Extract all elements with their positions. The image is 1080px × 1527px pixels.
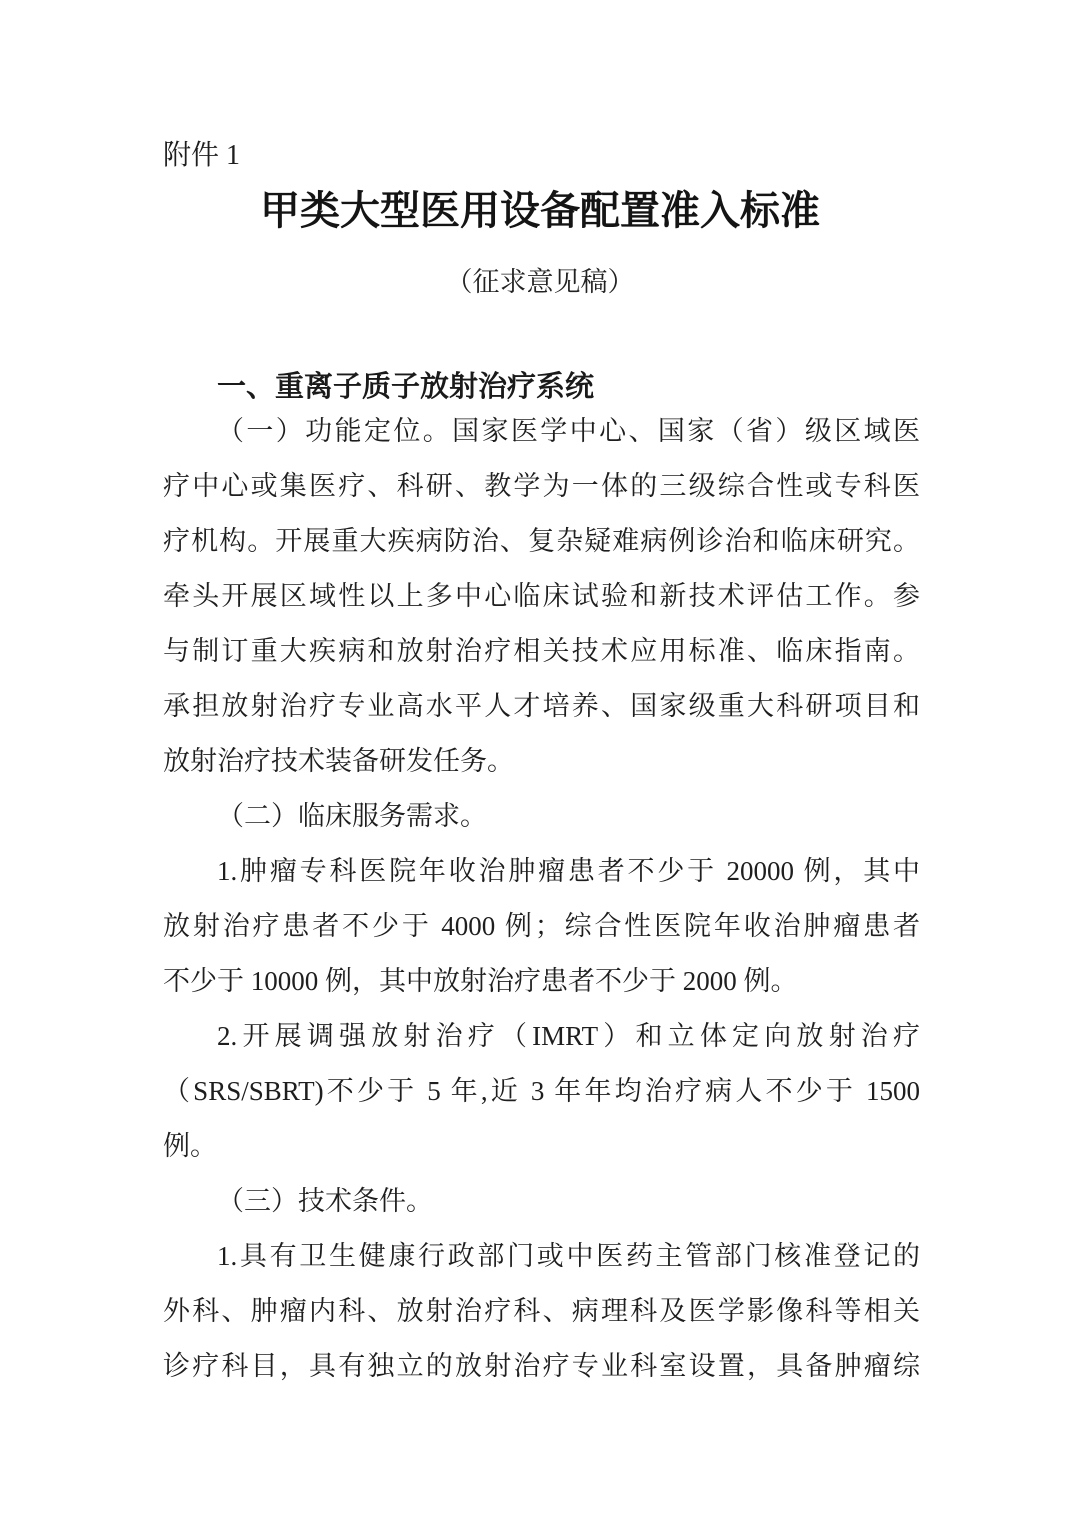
body-line: 疗机构。开展重大疾病防治、复杂疑难病例诊治和临床研究。 — [163, 526, 920, 556]
attachment-label: 附件 1 — [163, 140, 241, 171]
body-line: 放射治疗技术装备研发任务。 — [163, 746, 514, 776]
body-line: 1.肿瘤专科医院年收治肿瘤患者不少于 20000 例，其中 — [217, 856, 920, 886]
body-line: 诊疗科目，具有独立的放射治疗专业科室设置，具备肿瘤综 — [163, 1351, 920, 1381]
body-line: 例。 — [163, 1131, 217, 1161]
document-subtitle: （征求意见稿） — [445, 267, 635, 297]
body-line: （二）临床服务需求。 — [217, 801, 487, 831]
document-body — [163, 404, 920, 1394]
section-heading: 一、重离子质子放射治疗系统 — [217, 371, 595, 403]
body-line: （SRS/SBRT)不少于 5 年,近 3 年年均治疗病人不少于 1500 — [163, 1076, 920, 1106]
body-line: 2.开展调强放射治疗（IMRT）和立体定向放射治疗 — [217, 1021, 920, 1051]
body-line: 牵头开展区域性以上多中心临床试验和新技术评估工作。参 — [163, 581, 920, 611]
body-line: 外科、肿瘤内科、放射治疗科、病理科及医学影像科等相关 — [163, 1296, 920, 1326]
body-line: （三）技术条件。 — [217, 1186, 433, 1216]
document-title: 甲类大型医用设备配置准入标准 — [260, 188, 820, 233]
body-line: （一）功能定位。国家医学中心、国家（省）级区域医 — [217, 416, 920, 446]
body-line: 承担放射治疗专业高水平人才培养、国家级重大科研项目和 — [163, 691, 920, 721]
body-line: 与制订重大疾病和放射治疗相关技术应用标准、临床指南。 — [163, 636, 920, 666]
body-line: 1.具有卫生健康行政部门或中医药主管部门核准登记的 — [217, 1241, 920, 1271]
body-line: 疗中心或集医疗、科研、教学为一体的三级综合性或专科医 — [163, 471, 920, 501]
body-line: 放射治疗患者不少于 4000 例；综合性医院年收治肿瘤患者 — [163, 911, 920, 941]
body-line: 不少于 10000 例，其中放射治疗患者不少于 2000 例。 — [163, 966, 798, 996]
